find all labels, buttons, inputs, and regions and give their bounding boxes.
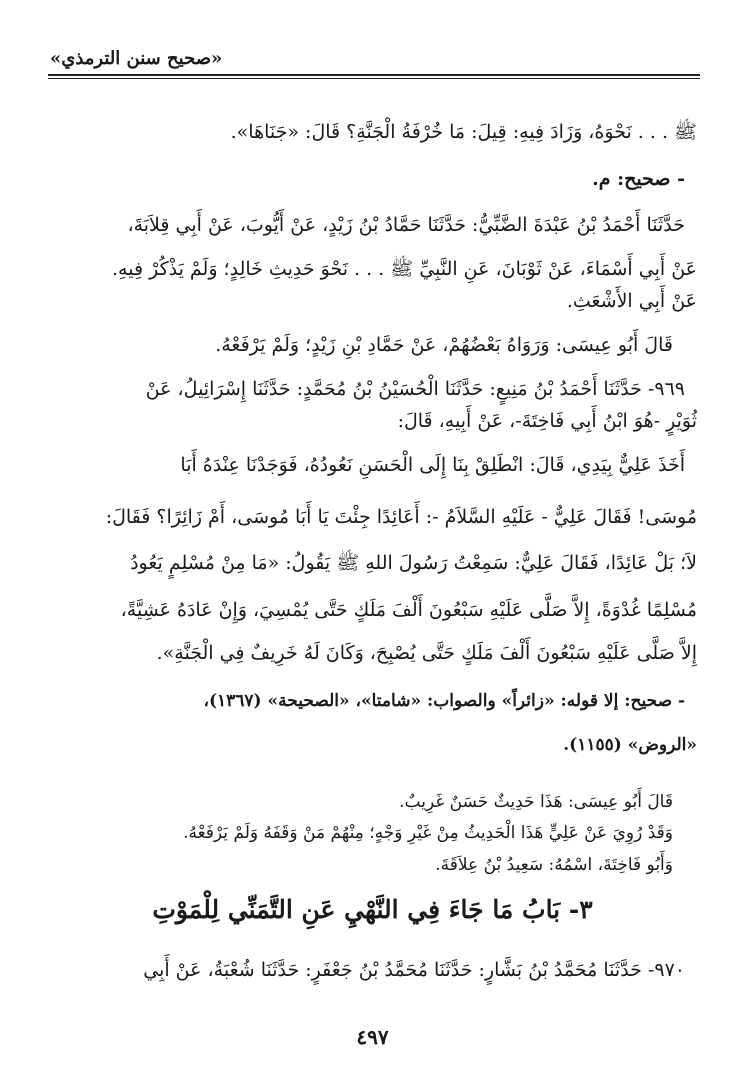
running-head: «صحيح سنن الترمذي» [50,48,223,69]
header-rule [48,74,700,79]
text-line: مُوسَى! فَقَالَ عَلِيٌّ - عَلَيْهِ السَّلاَمُ -: أَعَائِدًا جِئْتَ يَا أَبَا مُوسَى، أَمْ زَائِرًا؟ فَقَالَ: [105,506,697,528]
text-line: وَقَدْ رُوِيَ عَنْ عَلِيٍّ هَذَا الْحَدِيثُ مِنْ غَيْرِ وَجْهٍ؛ مِنْهُمْ مَنْ وَقَفَهُ وَلَمْ يَرْفَعْهُ. [183,823,673,843]
text-line: قَالَ أَبُو عِيسَى: هَذَا حَدِيثٌ حَسَنٌ غَرِيبٌ. [399,792,673,812]
chapter-heading: ٣- بَابُ مَا جَاءَ فِي النَّهْيِ عَنِ التَّمَنِّي لِلْمَوْتِ [152,895,593,924]
grading-note: «الروض» (١١٥٥). [563,735,697,755]
text-line: ﷺ . . . نَحْوَهُ، وَزَادَ فِيهِ: قِيلَ: مَا خُرْفَةُ الْجَنَّةِ؟ قَالَ: «جَنَاهَا». [230,121,697,143]
grading-note: - صحيح: م. [592,168,685,190]
text-line: إِلاَّ صَلَّى عَلَيْهِ سَبْعُونَ أَلْفَ مَلَكٍ حَتَّى يُصْبِحَ، وَكَانَ لَهُ خَرِيفٌ فِي الْجَنَّةِ». [156,642,697,664]
text-line: لاَ؛ بَلْ عَائِدًا، فَقَالَ عَلِيٌّ: سَمِعْتُ رَسُولَ اللهِ ﷺ يَقُولُ: «مَا مِنْ مُسْلِمٍ يَعُودُ [130,552,697,574]
text-line: حَدَّثَنَا أَحْمَدُ بْنُ عَبْدَةَ الضَّبِّيُّ: حَدَّثَنَا حَمَّادُ بْنُ زَيْدٍ، عَنْ أَيُّوبَ، عَنْ أَبِي قِلاَبَةَ، [127,214,685,236]
text-line: مُسْلِمًا غُدْوَةً، إِلاَّ صَلَّى عَلَيْهِ سَبْعُونَ أَلْفَ مَلَكٍ حَتَّى يُمْسِيَ، وَإِنْ عَادَهُ عَشِيَّةً، [120,599,697,621]
text-line: ثُوَيْرٍ -هُوَ ابْنُ أَبِي فَاخِتَةَ-، عَنْ أَبِيهِ، قَالَ: [397,410,697,432]
text-line: عَنْ أَبِي الأَشْعَثِ. [566,290,697,312]
page-number: ٤٩٧ [356,1025,389,1049]
hadith-970-line: ٩٧٠- حَدَّثَنَا مُحَمَّدُ بْنُ بَشَّارٍ: حَدَّثَنَا مُحَمَّدُ بْنُ جَعْفَرٍ: حَدَّثَنَا شُعْبَةُ، عَنْ أَبِي [143,959,685,981]
hadith-969-line: ٩٦٩- حَدَّثَنَا أَحْمَدُ بْنُ مَنِيعٍ: حَدَّثَنَا الْحُسَيْنُ بْنُ مُحَمَّدٍ: حَدَّثَنَا إِسْرَائِيلُ، عَنْ [145,378,685,400]
grading-note: - صحيح: إلا قوله: «زائراً» والصواب: «شامتا»، «الصحيحة» (١٣٦٧)، [203,691,685,711]
text-line: وَأَبُو فَاخِتَةَ، اسْمُهُ: سَعِيدُ بْنُ عِلاَقَةَ. [435,855,673,875]
text-line: عَنْ أَبِي أَسْمَاءَ، عَنْ ثَوْبَانَ، عَنِ النَّبِيِّ ﷺ . . . نَحْوَ حَدِيثِ خَالِدٍ؛ وَلَمْ يَذْكُرْ فِيهِ. [112,258,697,280]
text-line: أَخَذَ عَلِيٌّ بِيَدِي، قَالَ: انْطَلِقْ بِنَا إِلَى الْحَسَنِ نَعُودُهُ، فَوَجَدْنَا عِنْدَهُ أَبَا [180,454,685,476]
text-line: قَالَ أَبُو عِيسَى: وَرَوَاهُ بَعْضُهُمْ، عَنْ حَمَّادِ بْنِ زَيْدٍ؛ وَلَمْ يَرْفَعْهُ. [215,334,673,356]
